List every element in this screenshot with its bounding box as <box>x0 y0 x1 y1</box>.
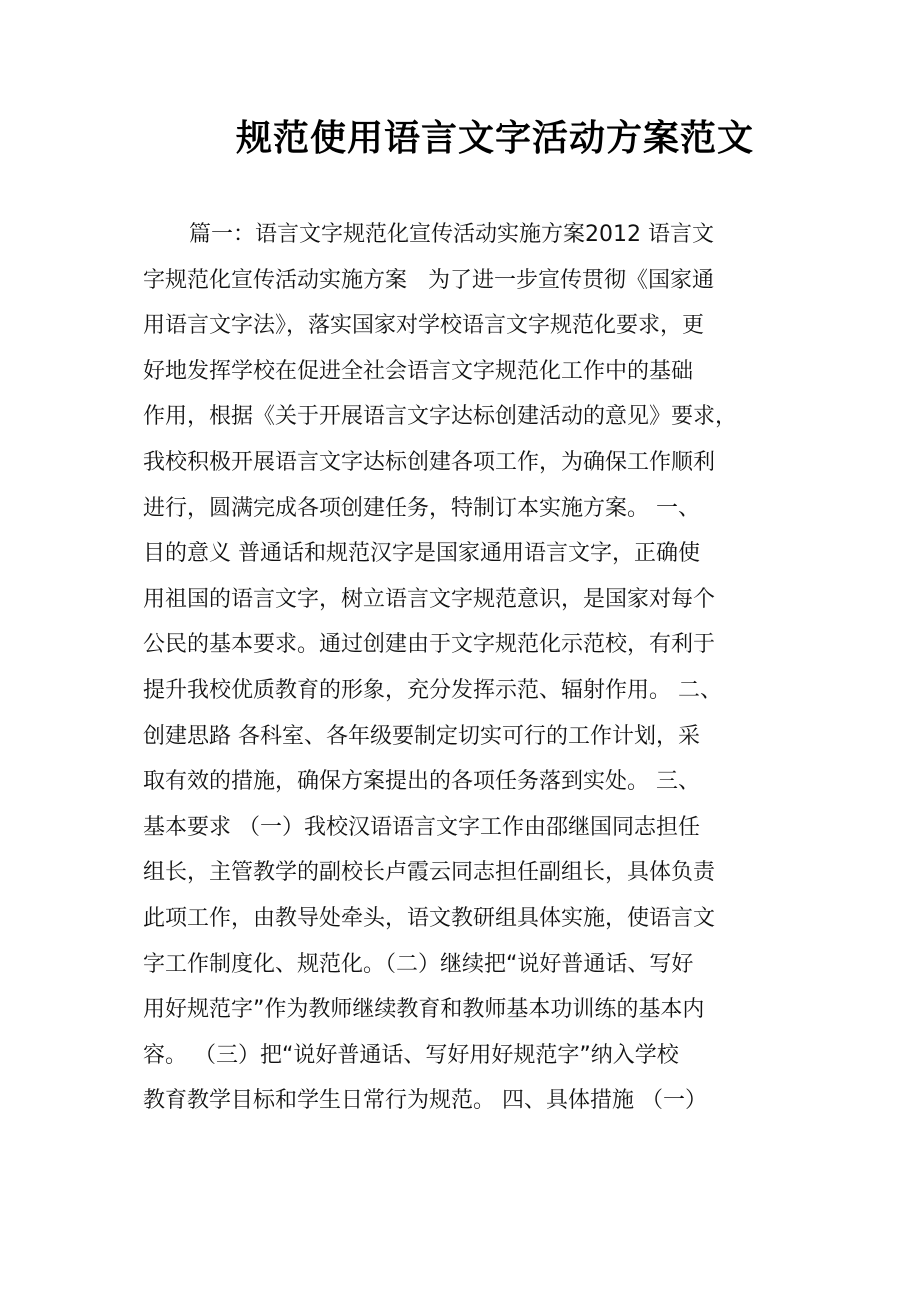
document-body <box>143 212 803 1124</box>
body-line: 字规范化宣传活动实施方案 为了进一步宣传贯彻《国家通 <box>143 267 714 293</box>
body-line: 取有效的措施，确保方案提出的各项任务落到实处。 三、 <box>143 769 700 795</box>
body-line: 作用，根据《关于开展语言文字达标创建活动的意见》要求， <box>143 404 738 430</box>
body-line: 篇一：语言文字规范化宣传活动实施方案2012 语言文 <box>189 222 714 247</box>
body-line: 教育教学目标和学生日常行为规范。 四、具体措施 （一） <box>143 1088 707 1114</box>
body-line: 我校积极开展语言文字达标创建各项工作，为确保工作顺利 <box>143 449 716 475</box>
body-line: 用祖国的语言文字，树立语言文字规范意识，是国家对每个 <box>143 586 716 612</box>
body-line: 进行，圆满完成各项创建任务，特制订本实施方案。 一、 <box>143 495 700 521</box>
body-line: 好地发挥学校在促进全社会语言文字规范化工作中的基础 <box>143 358 694 384</box>
body-line: 创建思路 各科室、各年级要制定切实可行的工作计划，采 <box>143 723 700 749</box>
body-line: 用好规范字”作为教师继续教育和教师基本功训练的基本内 <box>143 997 705 1023</box>
body-line: 用语言文字法》，落实国家对学校语言文字规范化要求，更 <box>143 313 705 339</box>
body-line: 公民的基本要求。通过创建由于文字规范化示范校，有利于 <box>143 632 716 658</box>
body-line: 组长，主管教学的副校长卢霞云同志担任副组长，具体负责 <box>143 860 716 886</box>
body-line: 此项工作，由教导处牵头，语文教研组具体实施，使语言文 <box>143 905 716 931</box>
body-line: 目的意义 普通话和规范汉字是国家通用语言文字，正确使 <box>143 541 700 567</box>
body-line: 容。 （三）把“说好普通话、写好用好规范字”纳入学校 <box>143 1042 679 1068</box>
body-line: 提升我校优质教育的形象，充分发挥示范、辐射作用。 二、 <box>143 677 722 703</box>
body-line: 字工作制度化、规范化。（二）继续把“说好普通话、写好 <box>143 951 694 977</box>
document-title: 规范使用语言文字活动方案范文 <box>235 117 754 159</box>
body-line: 基本要求 （一）我校汉语语言文字工作由邵继国同志担任 <box>143 814 700 840</box>
